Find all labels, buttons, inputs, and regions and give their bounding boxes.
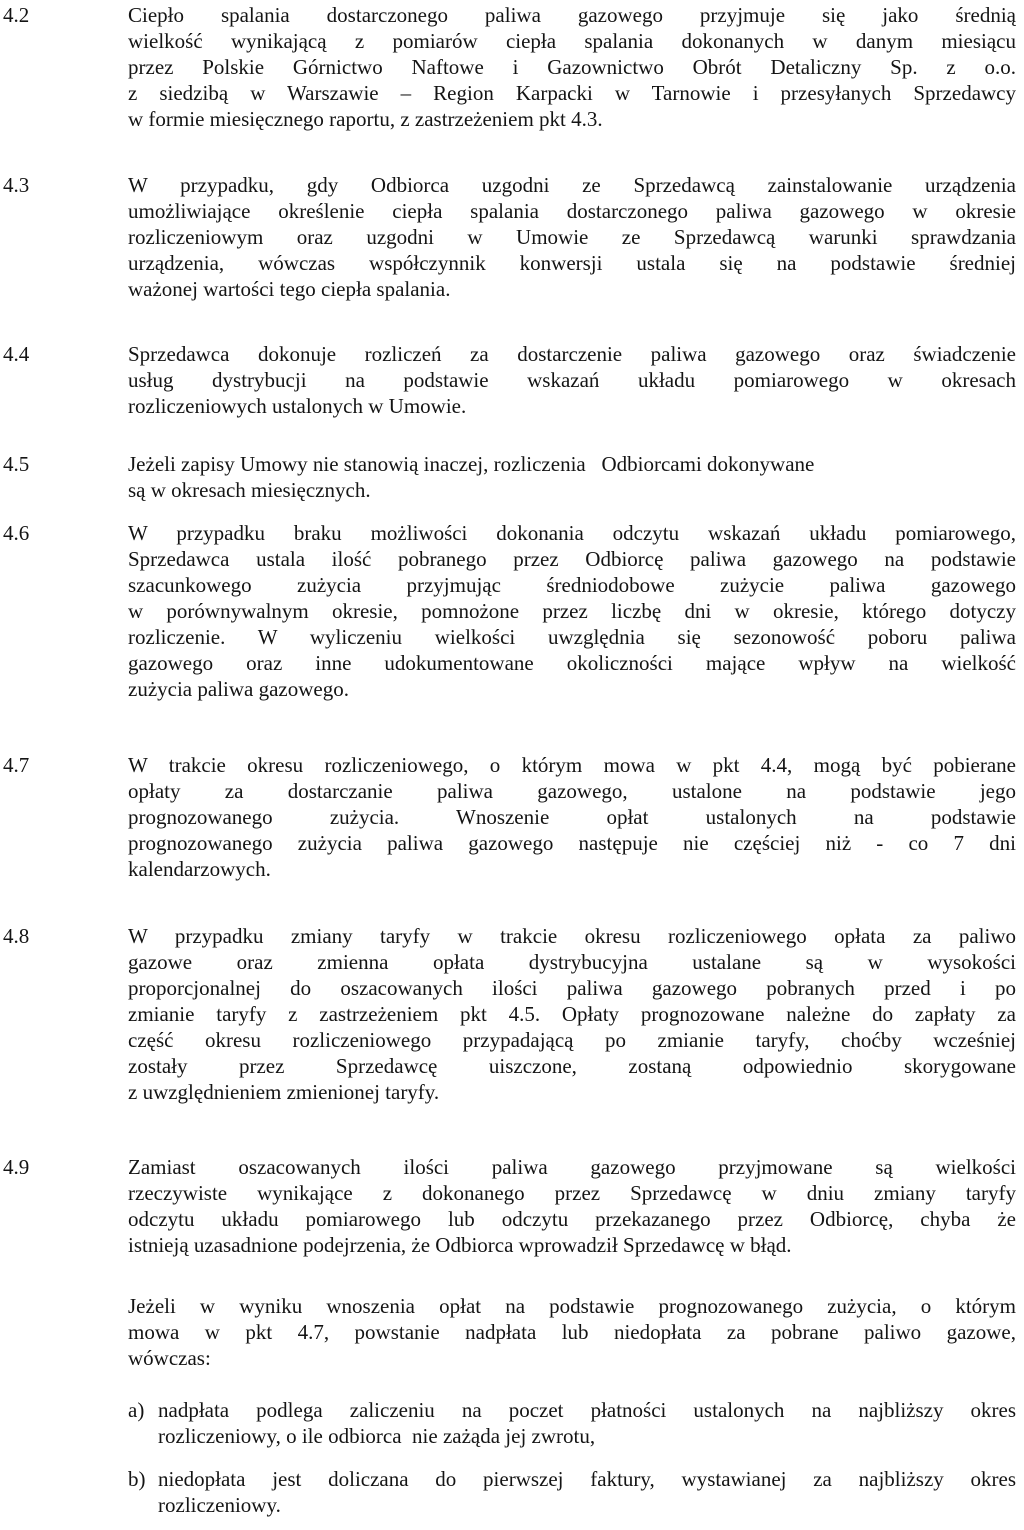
clause-text: [128, 451, 1016, 503]
clause-number: 4.4: [3, 342, 30, 366]
text-line: W przypadku braku możliwości dokonania odczytu wskazań układu pomiarowego,: [128, 521, 1016, 545]
text-line: część okresu rozliczeniowego przypadającą po zmianie taryfy, choćby wcześniej: [128, 1028, 1016, 1052]
text-line: szacunkowego zużycia przyjmując średniodobowe zużycie paliwa gazowego: [128, 573, 1016, 597]
text-line: zmianie taryfy z zastrzeżeniem pkt 4.5. Opłaty prognozowane należne do zapłaty za: [128, 1002, 1016, 1026]
text-line: w formie miesięcznego raportu, z zastrzeżeniem pkt 4.3.: [128, 107, 603, 131]
text-line: Ciepło spalania dostarczonego paliwa gazowego przyjmuje się jako średnią: [128, 3, 1016, 27]
clause-text: [128, 520, 1016, 702]
text-line: istnieją uzasadnione podejrzenia, że Odbiorca wprowadził Sprzedawcę w błąd.: [128, 1233, 792, 1257]
text-line: rozliczeniowym oraz uzgodni w Umowie ze Sprzedawcą warunki sprawdzania: [128, 225, 1016, 249]
text-line: opłaty za dostarczanie paliwa gazowego, ustalone na podstawie jego: [128, 779, 1016, 803]
list-item-text: [158, 1397, 1016, 1449]
text-line: rzeczywiste wynikające z dokonanego przez Sprzedawcę w dniu zmiany taryfy: [128, 1181, 1016, 1205]
clause-number: 4.2: [3, 3, 30, 27]
clause-number: 4.5: [3, 452, 30, 476]
text-line: zostały przez Sprzedawcę uiszczone, zostaną odpowiednio skorygowane: [128, 1054, 1016, 1078]
text-line: wówczas:: [128, 1346, 211, 1370]
text-line: proporcjonalnej do oszacowanych ilości paliwa gazowego pobranych przed i po: [128, 976, 1016, 1000]
clause-number: 4.7: [3, 753, 30, 777]
text-line: w porównywalnym okresie, pomnożone przez liczbę dni w okresie, którego dotyczy: [128, 599, 1016, 623]
list-marker: a): [128, 1398, 145, 1422]
text-line: Zamiast oszacowanych ilości paliwa gazowego przyjmowane są wielkości: [128, 1155, 1016, 1179]
text-line: przez Polskie Górnictwo Naftowe i Gazownictwo Obrót Detaliczny Sp. z o.o.: [128, 55, 1016, 79]
text-line: Jeżeli w wyniku wnoszenia opłat na podstawie prognozowanego zużycia, o którym: [128, 1294, 1016, 1318]
text-line: W przypadku, gdy Odbiorca uzgodni ze Sprzedawcą zainstalowanie urządzenia: [128, 173, 1016, 197]
clause-text: [128, 752, 1016, 882]
text-line: rozliczeniowych ustalonych w Umowie.: [128, 394, 467, 418]
text-line: W trakcie okresu rozliczeniowego, o którym mowa w pkt 4.4, mogą być pobierane: [128, 753, 1016, 777]
text-line: prognozowanego zużycia. Wnoszenie opłat ustalonych na podstawie: [128, 805, 1016, 829]
clause-text: [128, 1154, 1016, 1258]
text-line: gazowe oraz zmienna opłata dystrybucyjna ustalane są w wysokości: [128, 950, 1016, 974]
clause-text: [128, 923, 1016, 1105]
text-line: są w okresach miesięcznych.: [128, 478, 371, 502]
continuation-paragraph: [128, 1293, 1016, 1371]
text-line: niedopłata jest doliczana do pierwszej faktury, wystawianej za najbliższy okres: [158, 1467, 1016, 1491]
text-line: gazowego oraz inne udokumentowane okoliczności mające wpływ na wielkość: [128, 651, 1016, 675]
clause-text: [128, 172, 1016, 302]
text-line: z uwzględnieniem zmienionej taryfy.: [128, 1080, 440, 1104]
clause-number: 4.8: [3, 924, 30, 948]
text-line: Jeżeli zapisy Umowy nie stanowią inaczej, rozliczenia Odbiorcami dokonywane: [128, 452, 815, 476]
text-line: mowa w pkt 4.7, powstanie nadpłata lub niedopłata za pobrane paliwo gazowe,: [128, 1320, 1016, 1344]
clause-number: 4.9: [3, 1155, 30, 1179]
text-line: urządzenia, wówczas współczynnik konwersji ustala się na podstawie średniej: [128, 251, 1016, 275]
text-line: W przypadku zmiany taryfy w trakcie okresu rozliczeniowego opłata za paliwo: [128, 924, 1016, 948]
clause-text: [128, 2, 1016, 132]
text-line: prognozowanego zużycia paliwa gazowego następuje nie częściej niż - co 7 dni: [128, 831, 1016, 855]
text-line: umożliwiające określenie ciepła spalania dostarczonego paliwa gazowego w okresie: [128, 199, 1016, 223]
text-line: Sprzedawca dokonuje rozliczeń za dostarczenie paliwa gazowego oraz świadczenie: [128, 342, 1016, 366]
list-marker: b): [128, 1467, 146, 1491]
clause-text: [128, 341, 1016, 419]
clause-number: 4.3: [3, 173, 30, 197]
text-line: zużycia paliwa gazowego.: [128, 677, 349, 701]
text-line: rozliczeniowy, o ile odbiorca nie zażąda jej zwrotu,: [158, 1424, 596, 1448]
list-item-text: [158, 1466, 1016, 1518]
text-line: z siedzibą w Warszawie – Region Karpacki w Tarnowie i przesyłanych Sprzedawcy: [128, 81, 1016, 105]
text-line: odczytu układu pomiarowego lub odczytu przekazanego przez Odbiorcę, chyba że: [128, 1207, 1016, 1231]
text-line: nadpłata podlega zaliczeniu na poczet płatności ustalonych na najbliższy okres: [158, 1398, 1016, 1422]
text-line: ważonej wartości tego ciepła spalania.: [128, 277, 451, 301]
text-line: kalendarzowych.: [128, 857, 271, 881]
text-line: wielkość wynikającą z pomiarów ciepła spalania dokonanych w danym miesiącu: [128, 29, 1016, 53]
text-line: rozliczeniowy.: [158, 1493, 281, 1517]
text-line: Sprzedawca ustala ilość pobranego przez Odbiorcę paliwa gazowego na podstawie: [128, 547, 1016, 571]
clause-number: 4.6: [3, 521, 30, 545]
text-line: usług dystrybucji na podstawie wskazań układu pomiarowego w okresach: [128, 368, 1016, 392]
text-line: rozliczenie. W wyliczeniu wielkości uwzględnia się sezonowość poboru paliwa: [128, 625, 1016, 649]
